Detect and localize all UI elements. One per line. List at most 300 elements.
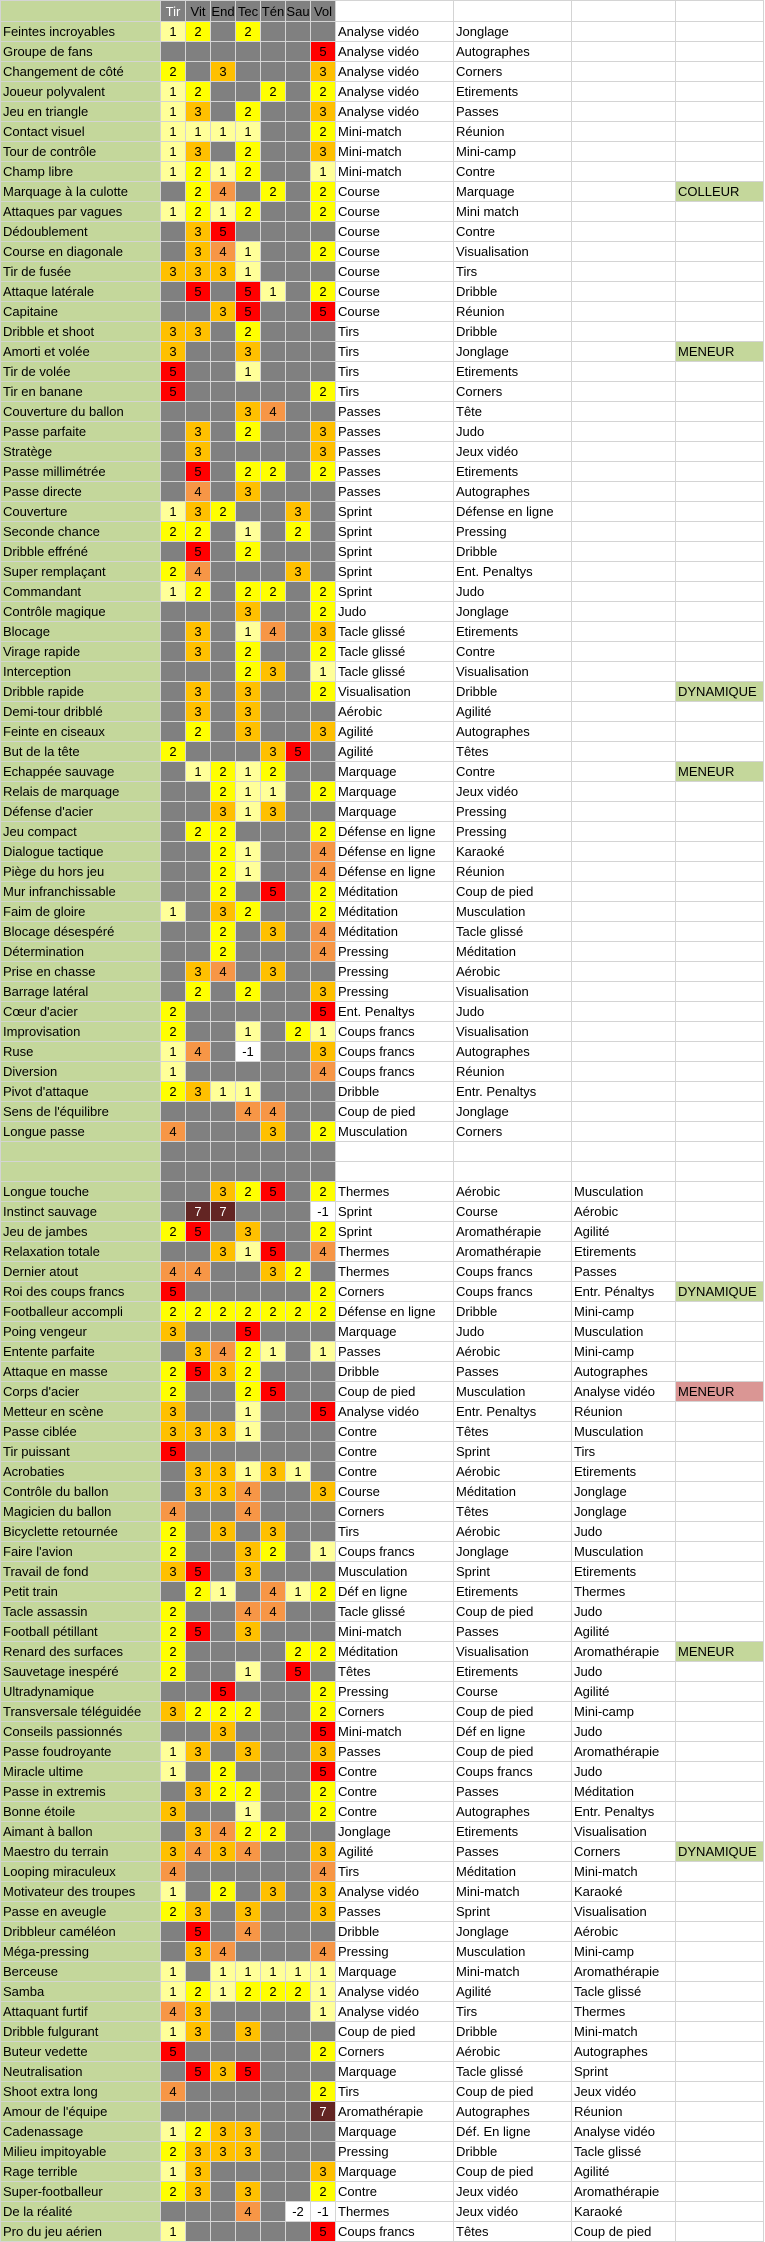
stat-cell[interactable]: 2 (236, 102, 261, 122)
stat-cell[interactable]: 2 (186, 582, 211, 602)
tag-cell[interactable] (676, 2162, 764, 2182)
tag-cell[interactable] (676, 1902, 764, 1922)
tag-cell[interactable] (676, 1462, 764, 1482)
stat-cell[interactable] (211, 602, 236, 622)
training-cell[interactable]: Sprint (336, 562, 454, 582)
stat-cell[interactable] (186, 1682, 211, 1702)
tag-cell[interactable] (676, 1622, 764, 1642)
tag-cell[interactable] (676, 162, 764, 182)
training-cell[interactable]: Autographes (454, 1802, 572, 1822)
skill-name-cell[interactable]: Milieu impitoyable (1, 2142, 161, 2162)
stat-cell[interactable] (211, 322, 236, 342)
stat-cell[interactable] (311, 702, 336, 722)
stat-cell[interactable]: 7 (186, 1202, 211, 1222)
stat-cell[interactable]: 2 (311, 782, 336, 802)
training-cell[interactable] (572, 642, 676, 662)
stat-cell[interactable] (286, 1702, 311, 1722)
stat-cell[interactable] (261, 1702, 286, 1722)
tag-cell[interactable] (676, 382, 764, 402)
stat-cell[interactable]: 5 (211, 222, 236, 242)
skill-name-cell[interactable]: Dribble et shoot (1, 322, 161, 342)
stat-cell[interactable]: 2 (311, 1782, 336, 1802)
stat-cell[interactable]: 3 (186, 102, 211, 122)
stat-cell[interactable] (211, 2022, 236, 2042)
training-cell[interactable]: Jonglage (336, 1822, 454, 1842)
stat-cell[interactable] (261, 1782, 286, 1802)
stat-cell[interactable] (286, 862, 311, 882)
skill-name-cell[interactable]: Contrôle du ballon (1, 1482, 161, 1502)
stat-cell[interactable]: 3 (236, 342, 261, 362)
training-cell[interactable]: Karaoké (572, 2202, 676, 2222)
stat-cell[interactable] (286, 242, 311, 262)
stat-cell[interactable]: 2 (211, 842, 236, 862)
training-cell[interactable]: Thermes (572, 1582, 676, 1602)
stat-cell[interactable] (211, 2082, 236, 2102)
training-cell[interactable]: Aérobic (454, 1342, 572, 1362)
training-cell[interactable]: Analyse vidéo (336, 1402, 454, 1422)
stat-cell[interactable] (211, 662, 236, 682)
training-cell[interactable] (572, 122, 676, 142)
tag-cell[interactable] (676, 322, 764, 342)
stat-cell[interactable] (211, 2182, 236, 2202)
training-cell[interactable]: Contre (336, 1762, 454, 1782)
training-cell[interactable]: Méditation (336, 882, 454, 902)
stat-cell[interactable]: 2 (211, 862, 236, 882)
training-cell[interactable]: Judo (572, 1722, 676, 1742)
tag-cell[interactable] (676, 1682, 764, 1702)
tag-cell[interactable] (676, 1822, 764, 1842)
skill-name-cell[interactable]: Shoot extra long (1, 2082, 161, 2102)
stat-cell[interactable] (286, 262, 311, 282)
stat-cell[interactable]: 2 (236, 542, 261, 562)
stat-cell[interactable] (261, 2082, 286, 2102)
stat-cell[interactable]: 1 (161, 162, 186, 182)
tag-cell[interactable]: MENEUR (676, 1642, 764, 1662)
training-cell[interactable]: Corners (572, 1842, 676, 1862)
stat-cell[interactable]: 3 (186, 622, 211, 642)
skill-name-cell[interactable]: Poing vengeur (1, 1322, 161, 1342)
training-cell[interactable] (572, 262, 676, 282)
stat-cell[interactable] (186, 742, 211, 762)
stat-cell[interactable] (286, 2102, 311, 2122)
training-cell[interactable]: Tirs (336, 382, 454, 402)
training-cell[interactable]: Réunion (454, 1062, 572, 1082)
tag-cell[interactable] (676, 1782, 764, 1802)
stat-cell[interactable] (261, 102, 286, 122)
stat-cell[interactable] (261, 22, 286, 42)
training-cell[interactable]: Passes (336, 422, 454, 442)
training-cell[interactable]: Dribble (336, 1922, 454, 1942)
stat-cell[interactable] (286, 942, 311, 962)
stat-cell[interactable]: 2 (311, 282, 336, 302)
stat-cell[interactable] (261, 1722, 286, 1742)
training-cell[interactable] (454, 1142, 572, 1162)
stat-cell[interactable] (286, 2122, 311, 2142)
training-cell[interactable]: Passes (336, 482, 454, 502)
skill-name-cell[interactable]: Samba (1, 1982, 161, 2002)
tag-cell[interactable] (676, 622, 764, 642)
stat-cell[interactable]: 4 (161, 1862, 186, 1882)
training-cell[interactable]: Coup de pied (454, 2082, 572, 2102)
training-cell[interactable]: Déf. En ligne (454, 2122, 572, 2142)
stat-cell[interactable] (286, 1322, 311, 1342)
stat-cell[interactable]: 5 (311, 42, 336, 62)
stat-cell[interactable] (286, 182, 311, 202)
stat-cell[interactable]: 3 (161, 322, 186, 342)
stat-cell[interactable]: 1 (311, 1982, 336, 2002)
stat-cell[interactable]: 3 (236, 1222, 261, 1242)
stat-cell[interactable]: 2 (236, 662, 261, 682)
skill-name-cell[interactable]: Interception (1, 662, 161, 682)
tag-cell[interactable] (676, 1342, 764, 1362)
stat-cell[interactable] (286, 462, 311, 482)
stat-cell[interactable]: 4 (161, 1262, 186, 1282)
stat-cell[interactable] (161, 922, 186, 942)
tag-cell[interactable] (676, 1202, 764, 1222)
stat-cell[interactable]: 3 (311, 62, 336, 82)
training-cell[interactable] (572, 522, 676, 542)
skill-name-cell[interactable]: Défense d'acier (1, 802, 161, 822)
stat-cell[interactable]: 1 (236, 522, 261, 542)
stat-cell[interactable] (286, 1382, 311, 1402)
stat-cell[interactable] (311, 742, 336, 762)
stat-cell[interactable]: 3 (236, 682, 261, 702)
stat-cell[interactable] (211, 1502, 236, 1522)
header-end[interactable]: End (211, 1, 236, 22)
stat-cell[interactable] (311, 1102, 336, 1122)
skill-name-cell[interactable]: Contrôle magique (1, 602, 161, 622)
stat-cell[interactable]: 5 (161, 362, 186, 382)
stat-cell[interactable]: 2 (311, 122, 336, 142)
stat-cell[interactable]: 3 (311, 1042, 336, 1062)
training-cell[interactable]: Marquage (336, 762, 454, 782)
stat-cell[interactable]: 1 (236, 122, 261, 142)
stat-cell[interactable]: 2 (311, 682, 336, 702)
skill-name-cell[interactable]: Conseils passionnés (1, 1722, 161, 1742)
stat-cell[interactable] (311, 362, 336, 382)
stat-cell[interactable]: 2 (236, 902, 261, 922)
stat-cell[interactable] (261, 2162, 286, 2182)
stat-cell[interactable]: 2 (311, 582, 336, 602)
stat-cell[interactable]: 1 (211, 1962, 236, 1982)
training-cell[interactable]: Jeux vidéo (454, 2202, 572, 2222)
stat-cell[interactable] (286, 222, 311, 242)
stat-cell[interactable]: 3 (186, 962, 211, 982)
tag-cell[interactable] (676, 822, 764, 842)
stat-cell[interactable]: 5 (186, 1362, 211, 1382)
stat-cell[interactable]: 5 (186, 1922, 211, 1942)
training-cell[interactable]: Mini-camp (572, 1702, 676, 1722)
stat-cell[interactable]: 2 (236, 162, 261, 182)
stat-cell[interactable]: 2 (286, 1642, 311, 1662)
skill-name-cell[interactable]: Blocage (1, 622, 161, 642)
stat-cell[interactable] (161, 1102, 186, 1122)
training-cell[interactable] (572, 742, 676, 762)
training-cell[interactable]: Aérobic (454, 962, 572, 982)
training-cell[interactable]: Dribble (454, 2142, 572, 2162)
training-cell[interactable]: Passes (336, 462, 454, 482)
tag-cell[interactable] (676, 102, 764, 122)
stat-cell[interactable] (161, 242, 186, 262)
stat-cell[interactable] (311, 1322, 336, 1342)
training-cell[interactable]: Visualisation (454, 242, 572, 262)
training-cell[interactable]: Coups francs (336, 1022, 454, 1042)
stat-cell[interactable] (311, 1082, 336, 1102)
training-cell[interactable] (572, 182, 676, 202)
stat-cell[interactable] (261, 2142, 286, 2162)
stat-cell[interactable]: 3 (186, 1422, 211, 1442)
training-cell[interactable]: Jonglage (454, 602, 572, 622)
training-cell[interactable]: Pressing (336, 1942, 454, 1962)
skill-name-cell[interactable]: Motivateur des troupes (1, 1882, 161, 1902)
stat-cell[interactable]: 3 (186, 2142, 211, 2162)
stat-cell[interactable]: 1 (161, 582, 186, 602)
training-cell[interactable]: Réunion (454, 862, 572, 882)
stat-cell[interactable] (161, 1722, 186, 1742)
stat-cell[interactable] (261, 522, 286, 542)
stat-cell[interactable]: 2 (211, 1882, 236, 1902)
stat-cell[interactable] (311, 402, 336, 422)
stat-cell[interactable] (286, 802, 311, 822)
training-cell[interactable]: Tacle glissé (572, 1982, 676, 2002)
stat-cell[interactable] (286, 2182, 311, 2202)
stat-cell[interactable] (236, 502, 261, 522)
stat-cell[interactable]: 3 (186, 1082, 211, 1102)
stat-cell[interactable]: 3 (211, 1182, 236, 1202)
training-cell[interactable]: Visualisation (572, 1902, 676, 1922)
stat-cell[interactable] (286, 1362, 311, 1382)
stat-cell[interactable]: 3 (161, 1702, 186, 1722)
stat-cell[interactable] (186, 62, 211, 82)
stat-cell[interactable] (186, 342, 211, 362)
training-cell[interactable]: Marquage (336, 2122, 454, 2142)
stat-cell[interactable] (261, 482, 286, 502)
stat-cell[interactable] (286, 642, 311, 662)
header-tag[interactable] (676, 1, 764, 22)
stat-cell[interactable]: 4 (311, 1062, 336, 1082)
stat-cell[interactable] (236, 1762, 261, 1782)
training-cell[interactable]: Course (336, 282, 454, 302)
training-cell[interactable] (572, 482, 676, 502)
stat-cell[interactable]: 4 (211, 242, 236, 262)
stat-cell[interactable]: 5 (311, 1762, 336, 1782)
stat-cell[interactable]: 3 (311, 1902, 336, 1922)
stat-cell[interactable] (261, 2102, 286, 2122)
training-cell[interactable]: Passes (454, 1782, 572, 1802)
tag-cell[interactable] (676, 702, 764, 722)
header-tir[interactable]: Tir (161, 1, 186, 22)
stat-cell[interactable] (236, 1642, 261, 1662)
stat-cell[interactable]: 3 (211, 1362, 236, 1382)
training-cell[interactable]: Musculation (572, 1182, 676, 1202)
training-cell[interactable]: Coup de pied (454, 1742, 572, 1762)
stat-cell[interactable] (261, 122, 286, 142)
stat-cell[interactable] (261, 2022, 286, 2042)
stat-cell[interactable] (161, 1182, 186, 1202)
training-cell[interactable]: Aérobic (454, 1462, 572, 1482)
stat-cell[interactable] (236, 1122, 261, 1142)
tag-cell[interactable] (676, 1922, 764, 1942)
stat-cell[interactable] (286, 1482, 311, 1502)
stat-cell[interactable] (311, 802, 336, 822)
stat-cell[interactable]: 1 (261, 782, 286, 802)
stat-cell[interactable]: 4 (236, 1922, 261, 1942)
stat-cell[interactable] (236, 1062, 261, 1082)
stat-cell[interactable]: 2 (311, 182, 336, 202)
stat-cell[interactable] (286, 1242, 311, 1262)
training-cell[interactable]: Contre (336, 1462, 454, 1482)
stat-cell[interactable] (261, 822, 286, 842)
stat-cell[interactable]: 3 (161, 1842, 186, 1862)
training-cell[interactable]: Visualisation (454, 1022, 572, 1042)
stat-cell[interactable]: 1 (161, 2162, 186, 2182)
stat-cell[interactable] (186, 1542, 211, 1562)
tag-cell[interactable] (676, 2062, 764, 2082)
tag-cell[interactable]: DYNAMIQUE (676, 682, 764, 702)
tag-cell[interactable] (676, 1862, 764, 1882)
stat-cell[interactable] (236, 2222, 261, 2242)
tag-cell[interactable]: MENEUR (676, 762, 764, 782)
tag-cell[interactable] (676, 842, 764, 862)
stat-cell[interactable] (211, 102, 236, 122)
training-cell[interactable] (572, 1102, 676, 1122)
stat-cell[interactable]: 3 (211, 2062, 236, 2082)
tag-cell[interactable] (676, 1662, 764, 1682)
training-cell[interactable]: Etirements (454, 462, 572, 482)
stat-cell[interactable] (261, 642, 286, 662)
stat-cell[interactable]: 4 (311, 862, 336, 882)
stat-cell[interactable] (311, 342, 336, 362)
stat-cell[interactable] (286, 1282, 311, 1302)
stat-cell[interactable] (286, 1102, 311, 1122)
stat-cell[interactable]: 3 (186, 1742, 211, 1762)
stat-cell[interactable] (311, 1442, 336, 1462)
stat-cell[interactable] (236, 222, 261, 242)
stat-cell[interactable] (236, 562, 261, 582)
training-cell[interactable]: Passes (336, 1742, 454, 1762)
stat-cell[interactable] (236, 62, 261, 82)
stat-cell[interactable]: 2 (186, 2122, 211, 2142)
training-cell[interactable]: Agilité (454, 702, 572, 722)
stat-cell[interactable]: 2 (236, 1822, 261, 1842)
stat-cell[interactable]: 2 (311, 1122, 336, 1142)
stat-cell[interactable]: 3 (236, 2142, 261, 2162)
stat-cell[interactable] (161, 182, 186, 202)
training-cell[interactable]: Aérobic (572, 1202, 676, 1222)
stat-cell[interactable] (236, 2042, 261, 2062)
skill-name-cell[interactable]: But de la tête (1, 742, 161, 762)
training-cell[interactable] (572, 862, 676, 882)
stat-cell[interactable] (286, 1202, 311, 1222)
training-cell[interactable] (572, 282, 676, 302)
stat-cell[interactable]: 5 (161, 2042, 186, 2062)
stat-cell[interactable] (261, 1022, 286, 1042)
stat-cell[interactable] (311, 522, 336, 542)
stat-cell[interactable]: 3 (186, 702, 211, 722)
stat-cell[interactable]: 3 (311, 1742, 336, 1762)
stat-cell[interactable]: 2 (211, 782, 236, 802)
tag-cell[interactable] (676, 422, 764, 442)
stat-cell[interactable] (311, 1522, 336, 1542)
stat-cell[interactable] (211, 1562, 236, 1582)
stat-cell[interactable]: 1 (236, 1962, 261, 1982)
training-cell[interactable]: Coups francs (336, 1062, 454, 1082)
training-cell[interactable]: Coup de pied (336, 1102, 454, 1122)
skill-name-cell[interactable]: Longue touche (1, 1182, 161, 1202)
stat-cell[interactable] (261, 262, 286, 282)
stat-cell[interactable]: -2 (286, 2202, 311, 2222)
stat-cell[interactable]: 3 (211, 1522, 236, 1542)
stat-cell[interactable]: 7 (211, 1202, 236, 1222)
stat-cell[interactable]: 3 (186, 642, 211, 662)
stat-cell[interactable]: 2 (311, 1682, 336, 1702)
training-cell[interactable]: Jonglage (454, 1102, 572, 1122)
training-cell[interactable]: Judo (572, 1522, 676, 1542)
stat-cell[interactable]: 1 (286, 1962, 311, 1982)
stat-cell[interactable] (261, 302, 286, 322)
header-training-1[interactable] (336, 1, 454, 22)
training-cell[interactable]: Défense en ligne (336, 822, 454, 842)
stat-cell[interactable]: 5 (186, 2062, 211, 2082)
training-cell[interactable] (454, 1162, 572, 1182)
training-cell[interactable] (572, 82, 676, 102)
stat-cell[interactable]: 2 (236, 1382, 261, 1402)
stat-cell[interactable] (311, 542, 336, 562)
stat-cell[interactable]: 2 (161, 522, 186, 542)
tag-cell[interactable] (676, 1042, 764, 1062)
training-cell[interactable]: Passes (454, 1362, 572, 1382)
stat-cell[interactable] (186, 402, 211, 422)
training-cell[interactable]: Judo (336, 602, 454, 622)
training-cell[interactable]: Contre (336, 1782, 454, 1802)
training-cell[interactable]: Corners (454, 382, 572, 402)
stat-cell[interactable] (261, 1142, 286, 1162)
stat-cell[interactable]: 1 (311, 162, 336, 182)
stat-cell[interactable]: 3 (211, 902, 236, 922)
tag-cell[interactable] (676, 82, 764, 102)
training-cell[interactable]: Course (336, 202, 454, 222)
tag-cell[interactable] (676, 1422, 764, 1442)
stat-cell[interactable]: 2 (236, 422, 261, 442)
stat-cell[interactable]: 3 (236, 1562, 261, 1582)
training-cell[interactable]: Pressing (336, 2142, 454, 2162)
stat-cell[interactable] (211, 982, 236, 1002)
stat-cell[interactable]: 5 (236, 2062, 261, 2082)
stat-cell[interactable] (211, 2102, 236, 2122)
training-cell[interactable]: Marquage (336, 2162, 454, 2182)
stat-cell[interactable] (161, 942, 186, 962)
training-cell[interactable]: Analyse vidéo (336, 42, 454, 62)
training-cell[interactable]: Défense en ligne (454, 502, 572, 522)
training-cell[interactable]: Corners (336, 1282, 454, 1302)
stat-cell[interactable] (186, 1722, 211, 1742)
training-cell[interactable]: Aromathérapie (454, 1222, 572, 1242)
training-cell[interactable]: Passes (336, 442, 454, 462)
tag-cell[interactable] (676, 1762, 764, 1782)
stat-cell[interactable]: 2 (261, 182, 286, 202)
skill-name-cell[interactable]: Attaques par vagues (1, 202, 161, 222)
training-cell[interactable]: Autographes (572, 2042, 676, 2062)
training-cell[interactable]: Course (336, 302, 454, 322)
stat-cell[interactable]: 1 (261, 1962, 286, 1982)
stat-cell[interactable]: 4 (236, 2202, 261, 2222)
stat-cell[interactable] (261, 602, 286, 622)
training-cell[interactable]: Passes (572, 1262, 676, 1282)
stat-cell[interactable] (311, 322, 336, 342)
stat-cell[interactable] (186, 1322, 211, 1342)
training-cell[interactable] (572, 242, 676, 262)
stat-cell[interactable]: 3 (311, 1882, 336, 1902)
